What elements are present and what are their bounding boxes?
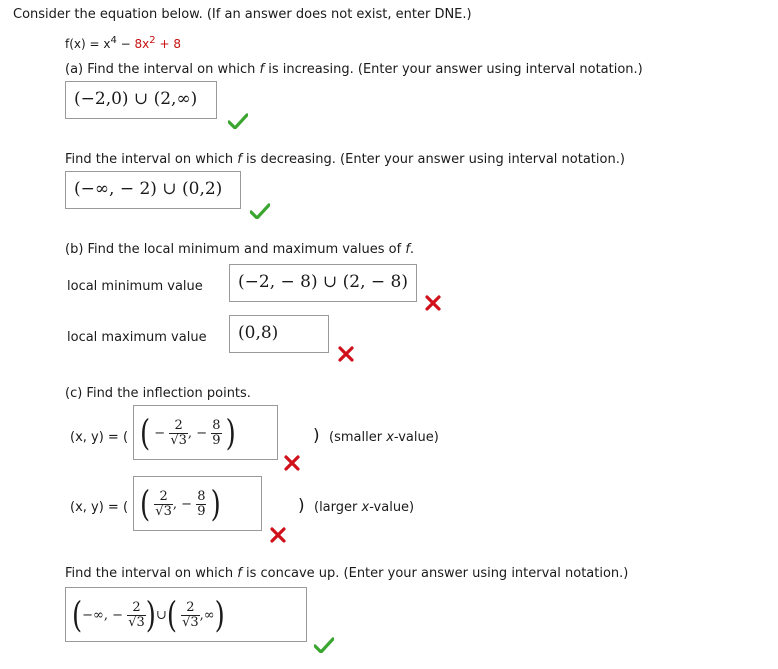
inflection-1-answer [140,413,236,454]
p1-num2: 8 [212,418,221,433]
part-c-prompt: (c) Find the inflection points. [65,386,251,401]
p2-num1: 2 [159,489,168,504]
decreasing-prompt [65,152,625,167]
part-a-prompt [65,62,643,77]
p1-sign1: − [154,426,166,441]
function-expression [65,35,181,51]
close-paren-2: ) [298,496,305,516]
inflection-2-answer [140,484,221,525]
local-min-answer-box[interactable] [229,264,417,302]
f-symbol: f [405,242,410,257]
part-a-suffix: is increasing. (Enter your answer using interval notation.) [264,62,643,77]
xy-label-1: (x, y) = ( [70,430,129,445]
cc-open2: ( [166,595,177,636]
close-paren-1: ) [313,426,320,446]
p2-den1: √3 [155,504,172,519]
cc-neg-inf: −∞, − [82,608,124,623]
p1-frac2 [211,419,221,448]
check-icon-concave [314,637,334,653]
cross-icon-max [336,346,356,362]
f-symbol: f [259,62,265,77]
p1-open: ( [140,413,151,454]
decreasing-answer: (−∞, − 2) ∪ (0,2) [74,179,223,199]
increasing-answer: (−2,0) ∪ (2,∞) [74,89,198,109]
decreasing-answer-box[interactable] [65,171,241,209]
x-symbol: x [361,500,370,515]
cc-open1: ( [72,595,83,636]
cc-num1: 2 [132,600,141,615]
cc-frac1 [127,601,146,630]
p1-sign2: − [196,426,208,441]
p1-den1: √3 [170,433,187,448]
smaller-value-note [329,430,439,445]
decreasing-prefix: Find the interval on which [65,152,238,167]
function-minus: − [116,37,135,51]
function-lhs: f(x) = x [65,37,111,51]
concave-suffix: is concave up. (Enter your answer using interval notation.) [241,566,629,581]
cc-close1: ) [145,595,156,636]
p1-frac1 [169,419,188,448]
local-max-label: local maximum value [67,330,207,345]
p2-open: ( [140,484,151,525]
p2-den2: 9 [197,504,206,519]
xy-label-2: (x, y) = ( [70,500,129,515]
concave-up-answer-box[interactable] [65,587,307,642]
local-max-answer-box[interactable] [229,315,329,353]
cross-icon-inflection-1 [282,455,302,471]
f-symbol: f [237,566,242,581]
f-symbol: f [237,152,242,167]
part-b-prefix: (b) Find the local minimum and maximum values of [65,242,406,257]
function-exp2: 2 [149,35,156,46]
concave-prefix: Find the interval on which [65,566,238,581]
check-icon-decreasing [250,203,270,219]
check-icon-increasing [228,113,248,129]
concave-up-answer [72,595,225,636]
concave-prompt [65,566,628,581]
decreasing-suffix: is decreasing. (Enter your answer using interval notation.) [241,152,625,167]
p1-num1: 2 [174,418,183,433]
p2-comma: , [172,497,177,512]
cc-close2: ) [214,595,225,636]
local-max-answer: (0,8) [238,323,279,343]
part-b-suffix: . [409,242,415,257]
p1-close: ) [225,413,236,454]
cc-inf: ,∞ [199,608,215,623]
p1-den2: 9 [212,433,221,448]
intro-text: Consider the equation below. (If an answer does not exist, enter DNE.) [13,7,472,22]
cc-den1: √3 [128,615,145,630]
inflection-1-answer-box[interactable] [133,405,278,460]
larger-prefix: (larger [314,500,362,515]
function-plus: + 8 [155,37,181,51]
local-min-label: local minimum value [67,279,203,294]
p2-frac2 [196,490,206,519]
smaller-suffix: -value) [393,430,439,445]
cross-icon-min [423,295,443,311]
larger-value-note [314,500,414,515]
cc-frac2 [181,601,200,630]
cross-icon-inflection-2 [268,527,288,543]
smaller-prefix: (smaller [329,430,387,445]
function-exp4: 4 [110,35,117,46]
part-a-prefix: (a) Find the interval on which [65,62,260,77]
cc-union: ∪ [155,608,167,623]
inflection-2-answer-box[interactable] [133,476,262,531]
p2-frac1 [154,490,173,519]
cc-num2: 2 [186,600,195,615]
p1-comma: , [187,426,193,441]
p2-close: ) [210,484,221,525]
part-b-prompt [65,242,414,257]
p2-sign2: − [181,497,193,512]
x-symbol: x [386,430,394,445]
increasing-answer-box[interactable] [65,81,217,119]
larger-suffix: -value) [369,500,415,515]
local-min-answer: (−2, − 8) ∪ (2, − 8) [238,272,408,292]
function-term2: 8x [134,37,150,51]
p2-num2: 8 [197,489,206,504]
cc-den2: √3 [182,615,199,630]
